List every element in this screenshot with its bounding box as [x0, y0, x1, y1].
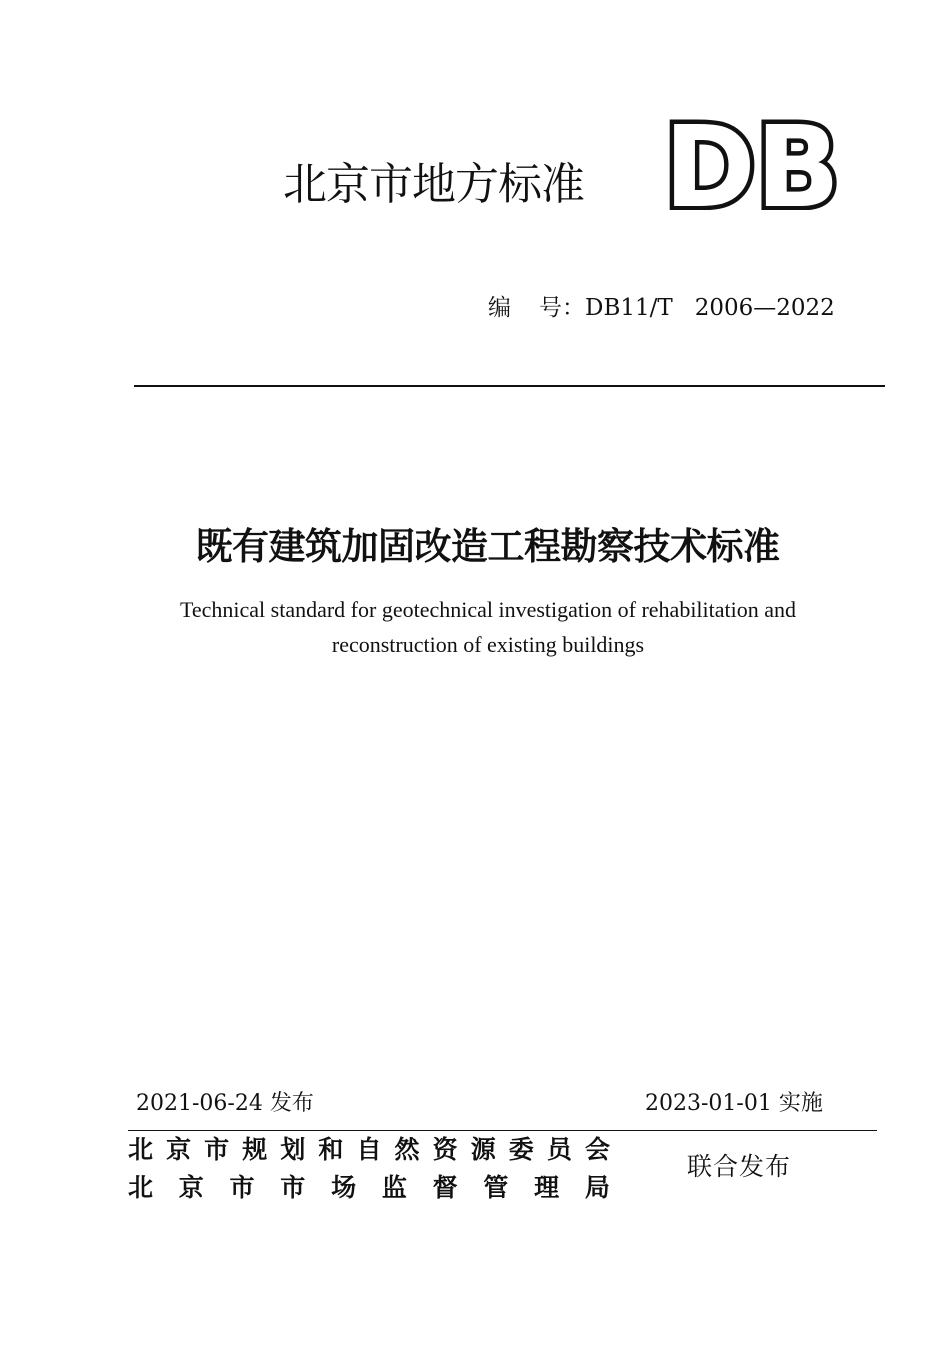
standard-number-label-2: 号：: [539, 295, 585, 321]
issuer-char: 员: [546, 1135, 572, 1164]
issuer-char: 市: [280, 1173, 306, 1202]
issuer-char: 监: [381, 1173, 407, 1202]
publish-date: 2021-06-24 发布: [136, 1091, 314, 1116]
joint-release-label: 联合发布: [687, 1152, 792, 1181]
issuer-char: 督: [432, 1173, 458, 1202]
issuer-char: 源: [470, 1135, 496, 1164]
db-logo: [664, 118, 842, 210]
issuer-char: 理: [534, 1173, 560, 1202]
standard-number-value: 2006—2022: [694, 295, 835, 321]
standard-number-label-1: 编: [488, 295, 511, 321]
document-title-chinese: 既有建筑加固改造工程勘察技术标准: [195, 525, 780, 568]
issuer-char: 和: [318, 1135, 344, 1164]
issuer-char: 北: [128, 1173, 154, 1202]
bottom-divider: [128, 1130, 877, 1131]
header-title: 北京市地方标准: [283, 159, 584, 210]
top-divider: [134, 385, 885, 387]
issuer-char: 划: [280, 1135, 306, 1164]
issuer-char: 京: [166, 1135, 192, 1164]
issuer-char: 市: [229, 1173, 255, 1202]
issuer-char: 管: [483, 1173, 509, 1202]
issuer-char: 市: [204, 1135, 230, 1164]
document-title-english: Technical standard for geotechnical investigation of rehabilitation and reconstruction of existing buildings: [179, 597, 797, 657]
issuer-char: 会: [584, 1135, 610, 1164]
issuer-char: 北: [128, 1135, 154, 1164]
issuer-char: 委: [508, 1135, 534, 1164]
issuer-char: 然: [394, 1135, 420, 1164]
issuer-char: 自: [356, 1135, 382, 1164]
issuer-market-supervision: [128, 1175, 610, 1200]
issuer-planning-commission: [128, 1137, 610, 1162]
issuer-char: 场: [331, 1173, 357, 1202]
standard-number-code: DB11/T: [585, 295, 673, 321]
issuer-char: 局: [584, 1173, 610, 1202]
issuer-char: 京: [178, 1173, 204, 1202]
standard-number: [488, 297, 835, 320]
db-logo-text: DB: [664, 118, 840, 210]
effective-date: 2023-01-01 实施: [645, 1091, 823, 1116]
issuer-char: 资: [432, 1135, 458, 1164]
issuer-char: 规: [242, 1135, 268, 1164]
